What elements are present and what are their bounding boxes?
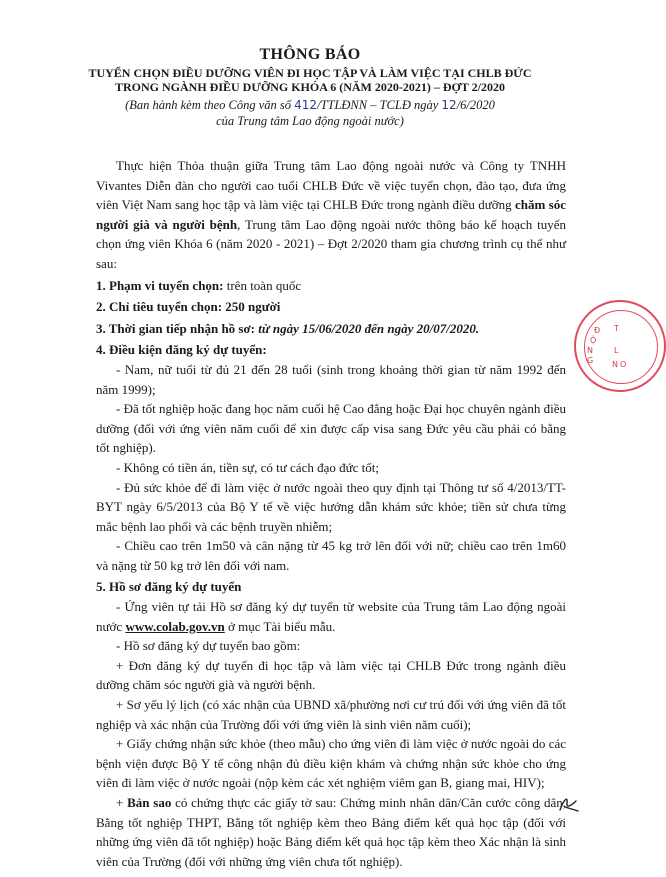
intro-text-2: , Trung tâm Lao động ngoài nước thông báo kế hoạch tuyển chọn ứng viên Khóa 6 (năm 2020 - 2021) – Đợt 2/2020 tham gia chương trình cụ thể như sau: [96, 216, 566, 271]
section-2: 2. Chỉ tiêu tuyển chọn: 250 người [96, 299, 281, 315]
stamp-char: Đ [594, 326, 601, 335]
red-seal-stamp [574, 300, 666, 392]
section-1-value: trên toàn quốc [223, 277, 302, 293]
handwritten-day: 12 [441, 98, 457, 112]
website-link[interactable]: www.colab.gov.vn [125, 618, 225, 634]
issuance-line-2: của Trung tâm Lao động ngoài nước) [216, 114, 404, 128]
condition-item: - Không có tiền án, tiền sự, có tư cách đạo đức tốt; [116, 459, 380, 475]
subtitle-line-2: TRONG NGÀNH ĐIỀU DƯỠNG KHÓA 6 (NĂM 2020-2021) – ĐỢT 2/2020 [115, 80, 505, 94]
download-instruction [96, 597, 566, 636]
stamp-char: N [587, 346, 593, 355]
download-text-2: ở mục Tài biểu mẫu. [224, 618, 336, 634]
intro-paragraph [96, 156, 566, 274]
stamp-char: O [620, 360, 627, 369]
condition-item: - Nam, nữ tuổi từ đủ 21 đến 28 tuổi (sinh trong khoảng thời gian từ năm 1992 đến năm 1999); [96, 361, 566, 397]
condition-item: - Đã tốt nghiệp hoặc đang học năm cuối hệ Cao đẳng hoặc Đại học chuyên ngành điều dưỡng (đối với ứng viên năm cuối để xin được cấp visa sang Đức yêu cầu phải có bằng tốt nghiệp). [96, 401, 566, 456]
stamp-char: G [587, 356, 594, 365]
section-3-label: 3. Thời gian tiếp nhận hồ sơ: [96, 320, 256, 336]
handwritten-doc-number: 412 [294, 98, 318, 112]
document-subtitle [60, 66, 560, 94]
document-title: THÔNG BÁO [259, 46, 361, 63]
issuance-prefix: (Ban hành kèm theo Công văn số [125, 98, 295, 112]
dossier-item: + Sơ yếu lý lịch (có xác nhận của UBND xã/phường nơi cư trú đối với ứng viên đã tốt nghiệp và xác nhận của Trường đối với ứng viên là sinh viên năm cuối); [96, 697, 566, 732]
copies-prefix: + [116, 795, 128, 810]
section-4-heading: 4. Điều kiện đăng ký dự tuyển: [96, 342, 267, 358]
section-3 [96, 319, 566, 339]
section-1 [96, 276, 566, 296]
copies-bold: Bản sao [127, 795, 172, 810]
intro-text-1: Thực hiện Thỏa thuận giữa Trung tâm Lao động ngoài nước và Công ty TNHH Vivantes Diễn đàn cho người cao tuổi CHLB Đức về việc tuyển chọn, đào tạo, đưa ứng viên Việt Nam sang học tập và làm việc tại CHLB Đức trong ngành điều dưỡng [96, 158, 566, 213]
issuance-note [80, 97, 540, 129]
issuance-suffix: /6/2020 [456, 98, 495, 112]
stamp-char: N [612, 360, 618, 369]
condition-item: - Đủ sức khỏe để đi làm việc ở nước ngoài theo quy định tại Thông tư số 4/2013/TT-BYT ngày 6/5/2013 của Bộ Y tế về việc hướng dẫn khám sức khỏe; tiền sử chưa từng mắc bệnh lao phổi và các bệnh truyền nhiễm; [96, 479, 566, 534]
stamp-char: T [614, 324, 619, 333]
dossier-item: + Đơn đăng ký dự tuyển đi học tập và làm việc tại CHLB Đức trong ngành điều dưỡng chăm sóc người già và người bệnh. [96, 657, 566, 693]
stamp-char: Ộ [590, 336, 597, 345]
stamp-char: L [614, 346, 619, 355]
condition-item: - Chiều cao trên 1m50 và cân nặng từ 45 kg trở lên đối với nữ; chiều cao trên 1m60 và nặng từ 50 kg trở lên đối với nam. [96, 538, 566, 573]
dossier-item-copies [96, 793, 566, 871]
section-3-value: từ ngày 15/06/2020 đến ngày 20/07/2020. [255, 320, 480, 336]
stamp-lettering [584, 320, 627, 380]
dossier-includes: - Hồ sơ đăng ký dự tuyển bao gồm: [116, 638, 301, 654]
copies-text: có chứng thực các giấy tờ sau: Chứng minh nhân dân/Căn cước công dân, Bằng tốt nghiệp THPT, Bằng tốt nghiệp kèm theo Bảng điểm kết quả học tập (đối với những ứng viên đã tốt nghiệp) hoặc Bảng điểm kết quả học tập kèm theo Xác nhận là sinh viên của Trường (đối với những ứng viên chưa tốt nghiệp). [96, 795, 566, 869]
intro-bold: chăm sóc người già và người bệnh [96, 197, 566, 232]
issuance-line-1 [80, 97, 540, 113]
dossier-item: + Giấy chứng nhận sức khỏe (theo mẫu) cho ứng viên đi làm việc ở nước ngoài do các bệnh viện được Bộ Y tế công nhận đủ điều kiện khám và chứng nhận sức khỏe cho ứng viên đi làm việc ở nước ngoài (nộp kèm các xét nghiệm viêm gan B, giang mai, HIV); [96, 736, 566, 791]
subtitle-line-1: TUYỂN CHỌN ĐIỀU DƯỠNG VIÊN ĐI HỌC TẬP VÀ LÀM VIỆC TẠI CHLB ĐỨC [88, 66, 532, 80]
section-1-label: 1. Phạm vi tuyển chọn: [96, 277, 224, 293]
issuance-mid: /TTLĐNN – TCLĐ ngày [317, 98, 442, 112]
section-5-heading: 5. Hồ sơ đăng ký dự tuyển [96, 579, 242, 595]
initials-signature [556, 793, 584, 815]
download-text-1: - Ứng viên tự tải Hồ sơ đăng ký dự tuyển từ website của Trung tâm Lao động ngoài nước [96, 599, 566, 634]
document-body [96, 156, 566, 871]
